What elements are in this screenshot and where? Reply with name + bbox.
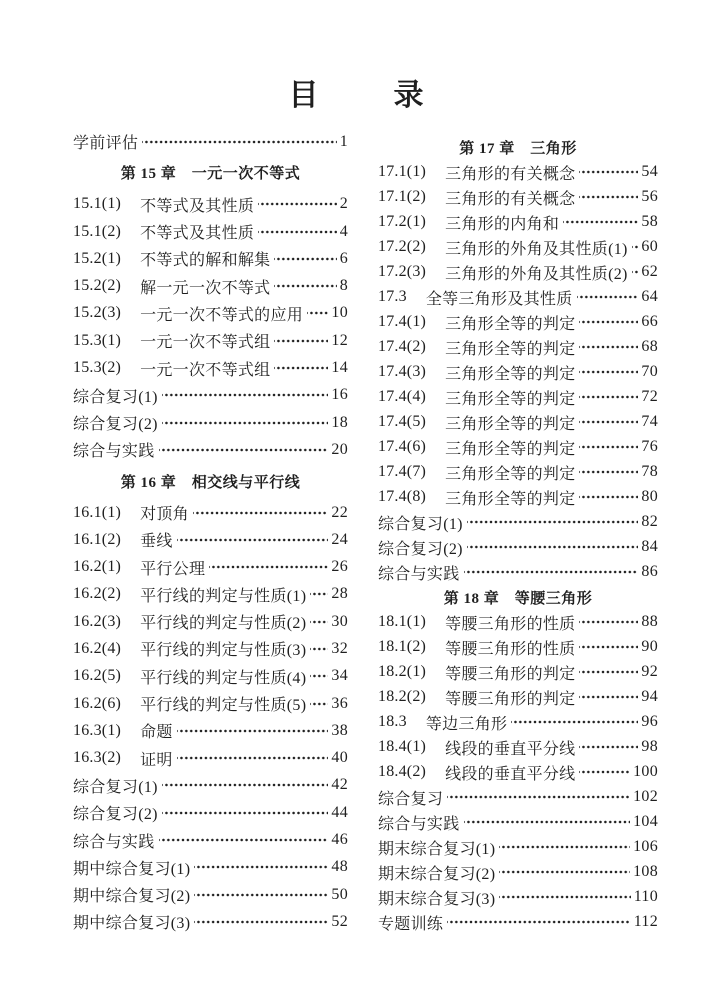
- entry-title: 不等式及其性质: [140, 225, 255, 243]
- dot-leader: [579, 489, 638, 505]
- toc-entry: [73, 881, 348, 908]
- entry-page-number: 80: [641, 488, 658, 505]
- entry-title: 综合复习(2): [73, 416, 158, 434]
- entry-title: 综合复习(2): [73, 806, 158, 824]
- entry-number: 17.4(3): [378, 363, 427, 380]
- dot-leader: [310, 696, 328, 712]
- entry-number: 16.2(3): [73, 612, 122, 630]
- entry-page-number: 88: [641, 613, 658, 630]
- toc-entry: [378, 260, 658, 285]
- entry-page-number: 74: [641, 413, 658, 430]
- dot-leader: [579, 314, 638, 330]
- entry-page-number: 104: [633, 813, 658, 830]
- entry-number: 18.1(2): [378, 638, 427, 655]
- entry-title: 综合与实践: [378, 815, 460, 833]
- entry-page-number: 64: [641, 288, 658, 305]
- dot-leader: [579, 639, 638, 655]
- chapter-heading: 第 16 章 相交线与平行线: [120, 474, 301, 491]
- entry-title: 证明: [140, 751, 173, 769]
- entry-number: 16.2(4): [73, 639, 122, 657]
- dot-leader: [447, 789, 630, 805]
- entry-title: 三角形全等的判定: [445, 415, 576, 433]
- toc-entry: [73, 663, 348, 690]
- entry-title: 综合与实践: [73, 833, 155, 851]
- entry-number: 16.2(1): [73, 558, 122, 576]
- toc-entry: [378, 160, 658, 185]
- entry-number: 18.2(2): [378, 688, 427, 705]
- dot-leader: [579, 739, 638, 755]
- dot-leader: [162, 415, 329, 431]
- entry-title: 等腰三角形的判定: [445, 690, 576, 708]
- entry-title: 期末综合复习(3): [378, 890, 496, 908]
- toc-entry: [73, 690, 348, 717]
- dot-leader: [194, 859, 328, 875]
- dot-leader: [632, 239, 639, 255]
- toc-entry: [378, 235, 658, 260]
- toc-entry: [378, 360, 658, 385]
- chapter-heading: 第 18 章 等腰三角形: [443, 590, 593, 607]
- dot-leader: [177, 532, 329, 548]
- dot-leader: [579, 189, 638, 205]
- toc-entry: [378, 860, 658, 885]
- dot-leader: [579, 364, 638, 380]
- entry-page-number: 8: [339, 277, 348, 295]
- chapter-heading: 第 15 章 一元一次不等式: [120, 166, 301, 183]
- entry-number: 16.2(5): [73, 667, 122, 685]
- entry-number: 17.2(1): [378, 213, 427, 230]
- entry-page-number: 44: [331, 803, 348, 821]
- toc-entry: [73, 826, 348, 853]
- toc-entry: [73, 526, 348, 553]
- entry-number: 18.3: [378, 713, 407, 730]
- entry-title: 等腰三角形的判定: [445, 665, 576, 683]
- dot-leader: [159, 832, 329, 848]
- dot-leader: [577, 289, 639, 305]
- entry-number: 17.4(8): [378, 488, 427, 505]
- entry-title: 综合复习(1): [73, 778, 158, 796]
- dot-leader: [499, 864, 630, 880]
- toc-entry: [73, 327, 348, 354]
- entry-number: 17.4(5): [378, 413, 427, 430]
- entry-page-number: 84: [641, 538, 658, 555]
- toc-column-right: [378, 135, 658, 935]
- toc-entry: [378, 210, 658, 235]
- toc-entry: [73, 772, 348, 799]
- entry-page-number: 72: [641, 388, 658, 405]
- dot-leader: [447, 914, 630, 930]
- entry-page-number: 38: [331, 721, 348, 739]
- entry-number: 16.2(2): [73, 585, 122, 603]
- entry-number: 15.1(2): [73, 222, 122, 240]
- entry-page-number: 86: [641, 563, 658, 580]
- entry-title: 平行线的判定与性质(5): [140, 697, 307, 715]
- entry-title: 线段的垂直平分线: [445, 765, 576, 783]
- toc-entry: [73, 717, 348, 744]
- dot-leader: [499, 889, 630, 905]
- entry-title: 综合复习: [378, 790, 444, 808]
- entry-number: 15.3(2): [73, 359, 122, 377]
- entry-page-number: 110: [633, 888, 658, 905]
- entry-title: 一元一次不等式的应用: [140, 306, 304, 324]
- entry-number: 18.1(1): [378, 613, 427, 630]
- toc-entry: [378, 335, 658, 360]
- toc-entry: [73, 854, 348, 881]
- toc-entry: [73, 409, 348, 436]
- entry-title: 平行公理: [140, 560, 206, 578]
- entry-page-number: 24: [331, 530, 348, 548]
- dot-leader: [464, 564, 639, 580]
- entry-title: 三角形全等的判定: [445, 390, 576, 408]
- toc-entry: [73, 218, 348, 245]
- entry-title: 平行线的判定与性质(4): [140, 669, 307, 687]
- toc-entry: [378, 810, 658, 835]
- entry-number: 15.2(3): [73, 304, 122, 322]
- toc-entry: [378, 385, 658, 410]
- toc-entry: [378, 285, 658, 310]
- toc-entry: [378, 185, 658, 210]
- dot-leader: [579, 689, 638, 705]
- dot-leader: [499, 839, 630, 855]
- entry-page-number: 22: [331, 503, 348, 521]
- entry-page-number: 40: [331, 749, 348, 767]
- entry-page-number: 6: [339, 249, 348, 267]
- entry-page-number: 12: [331, 331, 348, 349]
- entry-page-number: 20: [331, 440, 348, 458]
- toc-entry: [73, 382, 348, 409]
- entry-title: 等边三角形: [425, 715, 508, 733]
- toc-entry: [378, 635, 658, 660]
- entry-title: 垂线: [140, 533, 173, 551]
- entry-title: 平行线的判定与性质(1): [140, 587, 307, 605]
- entry-number: 17.1(1): [378, 163, 427, 180]
- entry-number: 17.3: [378, 288, 407, 305]
- toc-entry: [378, 735, 658, 760]
- dot-leader: [563, 214, 638, 230]
- toc-entry: [378, 835, 658, 860]
- dot-leader: [310, 586, 328, 602]
- dot-leader: [307, 305, 328, 321]
- entry-title: 三角形的外角及其性质(1): [445, 240, 628, 258]
- toc-entry: [73, 436, 348, 463]
- entry-title: 综合复习(1): [73, 388, 158, 406]
- entry-page-number: 92: [641, 663, 658, 680]
- dot-leader: [579, 389, 638, 405]
- entry-page-number: 28: [331, 585, 348, 603]
- toc-entry: [73, 581, 348, 608]
- dot-leader: [258, 224, 337, 240]
- entry-number: 17.4(2): [378, 338, 427, 355]
- entry-title: 三角形全等的判定: [445, 340, 576, 358]
- entry-title: 三角形全等的判定: [445, 365, 576, 383]
- entry-page-number: 90: [641, 638, 658, 655]
- dot-leader: [142, 134, 336, 150]
- entry-page-number: 108: [633, 863, 658, 880]
- entry-page-number: 112: [633, 913, 658, 930]
- entry-page-number: 68: [641, 338, 658, 355]
- entry-page-number: 10: [331, 304, 348, 322]
- entry-title: 综合与实践: [73, 443, 155, 461]
- entry-title: 一元一次不等式组: [140, 361, 271, 379]
- dot-leader: [159, 442, 329, 458]
- entry-page-number: 4: [339, 222, 348, 240]
- toc-entry: [378, 410, 658, 435]
- dot-leader: [579, 439, 638, 455]
- entry-page-number: 36: [331, 694, 348, 712]
- dot-leader: [579, 614, 638, 630]
- toc-entry: [378, 460, 658, 485]
- toc-entry: [73, 635, 348, 662]
- dot-leader: [579, 464, 638, 480]
- entry-number: 15.2(1): [73, 249, 122, 267]
- entry-number: 16.1(1): [73, 503, 122, 521]
- toc-entry: [73, 272, 348, 299]
- toc-entry: [378, 785, 658, 810]
- toc-entry: [378, 885, 658, 910]
- toc-entry: [378, 710, 658, 735]
- entry-title: 学前评估: [73, 135, 139, 153]
- dot-leader: [579, 164, 638, 180]
- toc-entry: [73, 553, 348, 580]
- dot-leader: [467, 539, 639, 555]
- entry-title: 三角形全等的判定: [445, 465, 576, 483]
- dot-leader: [579, 664, 638, 680]
- dot-leader: [579, 339, 638, 355]
- entry-page-number: 76: [641, 438, 658, 455]
- entry-number: 16.3(1): [73, 721, 122, 739]
- entry-page-number: 26: [331, 558, 348, 576]
- toc-entry: [73, 799, 348, 826]
- dot-leader: [177, 723, 329, 739]
- dot-leader: [274, 278, 336, 294]
- chapter-heading: 第 17 章 三角形: [459, 140, 577, 157]
- dot-leader: [162, 777, 329, 793]
- entry-title: 三角形的有关概念: [445, 190, 576, 208]
- entry-page-number: 48: [331, 858, 348, 876]
- entry-title: 期中综合复习(1): [73, 860, 191, 878]
- entry-page-number: 102: [633, 788, 658, 805]
- entry-title: 专题训练: [378, 915, 444, 933]
- dot-leader: [194, 914, 328, 930]
- entry-title: 综合复习(2): [378, 540, 463, 558]
- entry-page-number: 46: [331, 831, 348, 849]
- entry-number: 17.2(2): [378, 238, 427, 255]
- entry-number: 17.4(6): [378, 438, 427, 455]
- dot-leader: [632, 264, 639, 280]
- entry-page-number: 82: [641, 513, 658, 530]
- entry-number: 15.3(1): [73, 331, 122, 349]
- toc-entry: [378, 535, 658, 560]
- entry-title: 平行线的判定与性质(2): [140, 615, 307, 633]
- entry-title: 不等式及其性质: [140, 197, 255, 215]
- toc-entry: [73, 745, 348, 772]
- toc-entry: [73, 245, 348, 272]
- entry-page-number: 54: [641, 163, 658, 180]
- entry-number: 18.4(2): [378, 763, 427, 780]
- toc-entry: [378, 685, 658, 710]
- entry-title: 一元一次不等式组: [140, 334, 271, 352]
- toc-entry: [378, 560, 658, 585]
- toc-entry: [73, 608, 348, 635]
- entry-page-number: 50: [331, 885, 348, 903]
- entry-number: 18.2(1): [378, 663, 427, 680]
- toc-entry: [73, 354, 348, 381]
- toc-entry: [73, 499, 348, 526]
- dot-leader: [162, 387, 329, 403]
- dot-leader: [579, 414, 638, 430]
- entry-page-number: 98: [641, 738, 658, 755]
- toc-entry: [378, 310, 658, 335]
- entry-page-number: 94: [641, 688, 658, 705]
- entry-page-number: 52: [331, 912, 348, 930]
- dot-leader: [579, 764, 630, 780]
- entry-page-number: 70: [641, 363, 658, 380]
- dot-leader: [177, 750, 329, 766]
- entry-title: 三角形的内角和: [445, 215, 560, 233]
- entry-title: 综合与实践: [378, 565, 460, 583]
- entry-page-number: 62: [641, 263, 658, 280]
- dot-leader: [162, 805, 329, 821]
- entry-title: 期中综合复习(2): [73, 888, 191, 906]
- entry-title: 全等三角形及其性质: [425, 290, 573, 308]
- dot-leader: [310, 641, 328, 657]
- entry-title: 三角形的有关概念: [445, 165, 576, 183]
- entry-title: 期末综合复习(1): [378, 840, 496, 858]
- entry-title: 综合复习(1): [378, 515, 463, 533]
- entry-title: 命题: [140, 724, 173, 742]
- entry-number: 18.4(1): [378, 738, 427, 755]
- entry-page-number: 18: [331, 413, 348, 431]
- dot-leader: [274, 333, 328, 349]
- toc-entry: [378, 435, 658, 460]
- entry-title: 三角形全等的判定: [445, 315, 576, 333]
- entry-number: 16.3(2): [73, 749, 122, 767]
- entry-number: 17.2(3): [378, 263, 427, 280]
- entry-page-number: 100: [633, 763, 658, 780]
- entry-title: 平行线的判定与性质(3): [140, 642, 307, 660]
- entry-title: 等腰三角形的性质: [445, 640, 576, 658]
- dot-leader: [310, 614, 328, 630]
- entry-page-number: 32: [331, 639, 348, 657]
- entry-title: 解一元一次不等式: [140, 279, 271, 297]
- entry-title: 期末综合复习(2): [378, 865, 496, 883]
- toc-entry: [378, 660, 658, 685]
- toc-entry: [73, 908, 348, 935]
- toc-entry: [73, 128, 348, 155]
- entry-page-number: 30: [331, 612, 348, 630]
- toc-entry: [378, 610, 658, 635]
- toc-column-left: [73, 128, 348, 936]
- entry-page-number: 106: [633, 838, 658, 855]
- entry-page-number: 14: [331, 359, 348, 377]
- entry-number: 15.2(2): [73, 277, 122, 295]
- dot-leader: [209, 559, 328, 575]
- entry-title: 三角形全等的判定: [445, 440, 576, 458]
- entry-page-number: 1: [339, 132, 348, 150]
- entry-number: 17.4(4): [378, 388, 427, 405]
- toc-entry: [378, 910, 658, 935]
- entry-page-number: 96: [641, 713, 658, 730]
- entry-number: 15.1(1): [73, 195, 122, 213]
- entry-page-number: 60: [641, 238, 658, 255]
- page-title: 目 录: [288, 79, 429, 112]
- entry-number: 17.1(2): [378, 188, 427, 205]
- dot-leader: [193, 505, 328, 521]
- toc-entry: [378, 510, 658, 535]
- entry-number: 16.1(2): [73, 530, 122, 548]
- toc-entry: [378, 485, 658, 510]
- toc-entry: [73, 191, 348, 218]
- entry-number: 17.4(1): [378, 313, 427, 330]
- entry-page-number: 66: [641, 313, 658, 330]
- entry-title: 对顶角: [140, 506, 189, 523]
- dot-leader: [511, 714, 638, 730]
- entry-page-number: 34: [331, 667, 348, 685]
- dot-leader: [194, 887, 328, 903]
- dot-leader: [274, 251, 336, 267]
- toc-entry: [73, 300, 348, 327]
- entry-page-number: 2: [339, 195, 348, 213]
- entry-title: 不等式的解和解集: [140, 252, 271, 270]
- entry-title: 等腰三角形的性质: [445, 615, 576, 633]
- entry-title: 期中综合复习(3): [73, 915, 191, 933]
- dot-leader: [467, 514, 639, 530]
- entry-title: 三角形的外角及其性质(2): [445, 265, 628, 283]
- entry-page-number: 16: [331, 386, 348, 404]
- entry-number: 17.4(7): [378, 463, 427, 480]
- entry-number: 16.2(6): [73, 694, 122, 712]
- entry-page-number: 56: [641, 188, 658, 205]
- toc-entry: [378, 760, 658, 785]
- entry-page-number: 58: [641, 213, 658, 230]
- dot-leader: [258, 196, 337, 212]
- entry-title: 三角形全等的判定: [445, 490, 576, 508]
- entry-page-number: 78: [641, 463, 658, 480]
- entry-page-number: 42: [331, 776, 348, 794]
- entry-title: 线段的垂直平分线: [445, 740, 576, 758]
- dot-leader: [310, 668, 328, 684]
- dot-leader: [464, 814, 631, 830]
- dot-leader: [274, 360, 328, 376]
